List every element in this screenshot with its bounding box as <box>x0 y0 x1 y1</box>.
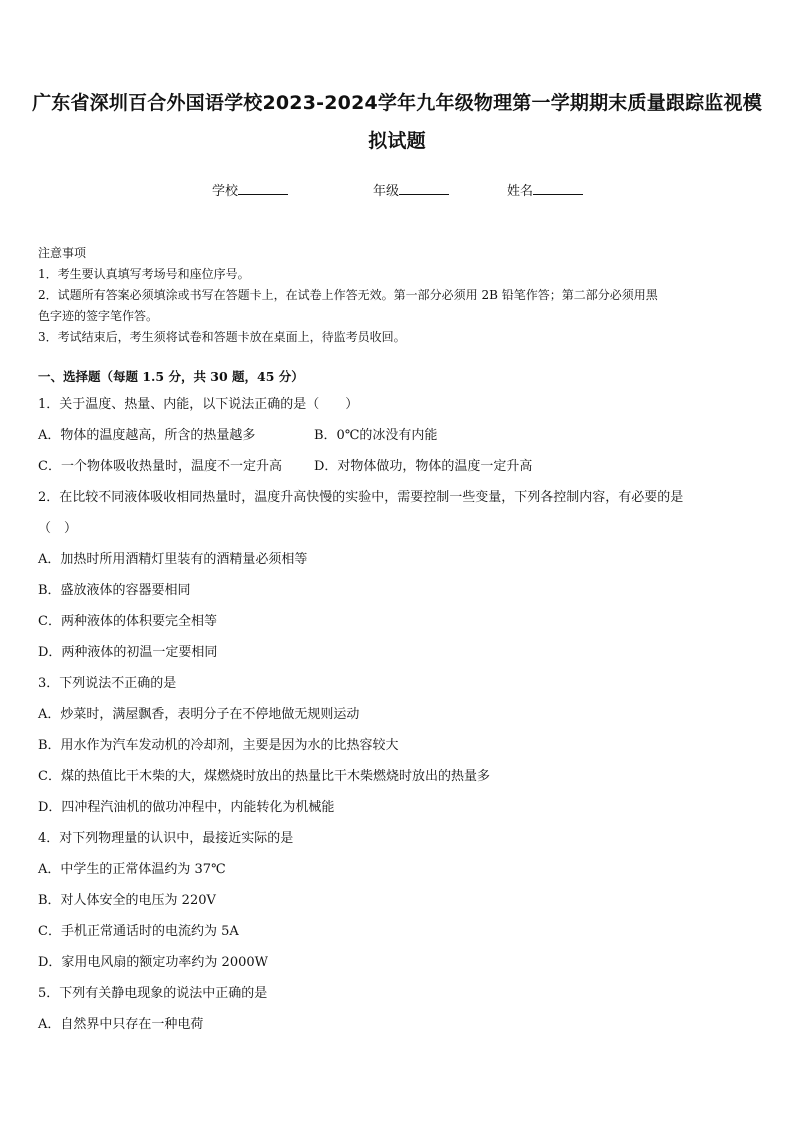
name-field[interactable] <box>507 180 583 199</box>
exam-body <box>38 365 758 1040</box>
question-1-option-row-2 <box>38 451 758 482</box>
question-4-option-b: B．对人体安全的电压为 220V <box>38 893 216 908</box>
question-1-option-d: D．对物体做功，物体的温度一定升高 <box>314 459 533 474</box>
question-1-option-row-1 <box>38 420 758 451</box>
question-2-stem: 2．在比较不同液体吸收相同热量时，温度升高快慢的实验中，需要控制一些变量，下列各控制内容，有必要的是 <box>38 490 684 505</box>
school-label: 学校 <box>212 184 239 199</box>
question-1-option-a: A．物体的温度越高，所含的热量越多 <box>38 428 256 443</box>
grade-field[interactable] <box>373 180 449 199</box>
question-5-stem: 5．下列有关静电现象的说法中正确的是 <box>38 986 268 1001</box>
question-2-option-d: D．两种液体的初温一定要相同 <box>38 645 218 660</box>
question-2-stem-cont: （ ） <box>38 521 78 536</box>
exam-notes <box>38 243 758 348</box>
question-4-option-c: C．手机正常通话时的电流约为 5A <box>38 924 239 939</box>
grade-label: 年级 <box>373 184 400 199</box>
question-4-option-d: D．家用电风扇的额定功率约为 2000W <box>38 955 269 970</box>
name-label: 姓名 <box>507 184 534 199</box>
question-1-stem: 1．关于温度、热量、内能，以下说法正确的是（ ） <box>38 397 359 412</box>
notes-item-2: 2．试题所有答案必须填涂或书写在答题卡上，在试卷上作答无效。第一部分必须用 2B 铅笔作答；第二部分必须用黑 <box>38 288 658 302</box>
question-2-option-a: A．加热时所用酒精灯里装有的酒精量必须相等 <box>38 552 308 567</box>
question-1-option-b: B．0℃的冰没有内能 <box>314 428 438 443</box>
question-2-option-c: C．两种液体的体积要完全相等 <box>38 614 217 629</box>
question-5-option-a: A．自然界中只存在一种电荷 <box>38 1017 204 1032</box>
name-blank[interactable] <box>533 181 583 195</box>
notes-item-2-cont: 色字迹的签字笔作答。 <box>38 309 159 323</box>
notes-heading: 注意事项 <box>38 246 87 260</box>
question-3-option-c: C．煤的热值比干木柴的大，煤燃烧时放出的热量比干木柴燃烧时放出的热量多 <box>38 769 490 784</box>
school-field[interactable] <box>212 180 288 199</box>
grade-blank[interactable] <box>399 181 449 195</box>
notes-item-1: 1．考生要认真填写考场号和座位序号。 <box>38 267 250 281</box>
question-3-option-b: B．用水作为汽车发动机的冷却剂，主要是因为水的比热容较大 <box>38 738 399 753</box>
exam-title-line-2: 拟试题 <box>368 130 426 152</box>
question-1-option-c: C．一个物体吸收热量时，温度不一定升高 <box>38 459 282 474</box>
section-heading: 一、选择题（每题 1.5 分，共 30 题，45 分） <box>38 369 304 384</box>
question-3-stem: 3．下列说法不正确的是 <box>38 676 177 691</box>
notes-item-3: 3．考试结束后，考生须将试卷和答题卡放在桌面上，待监考员收回。 <box>38 330 406 344</box>
question-2-option-b: B．盛放液体的容器要相同 <box>38 583 191 598</box>
school-blank[interactable] <box>238 181 288 195</box>
exam-title-line-1: 广东省深圳百合外国语学校2023-2024学年九年级物理第一学期期末质量跟踪监视模 <box>32 92 762 114</box>
student-info-fields <box>0 180 794 202</box>
question-3-option-a: A．炒菜时，满屋飘香，表明分子在不停地做无规则运动 <box>38 707 360 722</box>
question-3-option-d: D．四冲程汽油机的做功冲程中，内能转化为机械能 <box>38 800 335 815</box>
question-4-stem: 4．对下列物理量的认识中，最接近实际的是 <box>38 831 294 846</box>
question-4-option-a: A．中学生的正常体温约为 37℃ <box>38 862 226 877</box>
exam-title <box>20 84 774 160</box>
